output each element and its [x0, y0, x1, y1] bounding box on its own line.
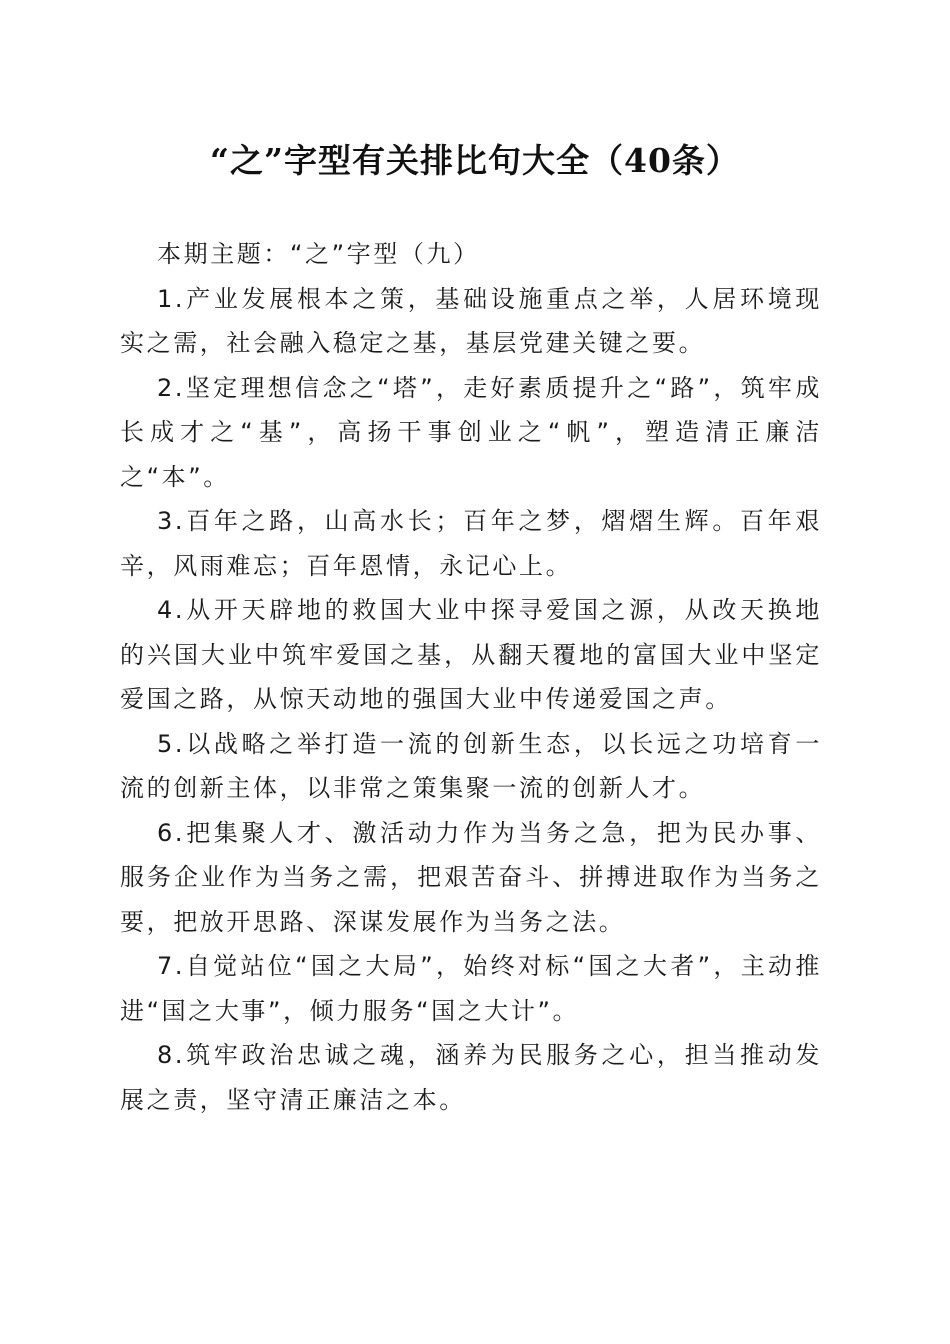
paragraph-3: 3.百年之路，山高水长；百年之梦，熠熠生辉。百年艰辛，风雨难忘；百年恩情，永记心上。: [120, 507, 822, 580]
document-title: “之”字型有关排比句大全（40条）: [210, 141, 740, 180]
paragraph-6: 6.把集聚人才、激活动力作为当务之急，把为民办事、服务企业作为当务之需，把艰苦奋斗、拼搏进取作为当务之要，把放开思路、深谋发展作为当务之法。: [120, 818, 822, 936]
paragraph-1: 1.产业发展根本之策，基础设施重点之举，人居环境现实之需，社会融入稳定之基，基层党建关键之要。: [120, 284, 822, 357]
paragraph-7: 7.自觉站位“国之大局”，始终对标“国之大者”，主动推进“国之大事”，倾力服务“国之大计”。: [120, 952, 822, 1025]
paragraph-8: 8.筑牢政治忠诚之魂，涵养为民服务之心，担当推动发展之责，坚守清正廉洁之本。: [120, 1041, 822, 1114]
paragraph-2: 2.坚定理想信念之“塔”，走好素质提升之“路”，筑牢成长成才之“基”，高扬干事创业之“帆”，塑造清正廉洁之“本”。: [120, 373, 822, 491]
document-body: [120, 232, 822, 1122]
paragraph-4: 4.从开天辟地的救国大业中探寻爱国之源，从改天换地的兴国大业中筑牢爱国之基，从翻天覆地的富国大业中坚定爱国之路，从惊天动地的强国大业中传递爱国之声。: [120, 596, 822, 713]
topic-line: 本期主题：“之”字型（九）: [157, 240, 480, 268]
paragraph-5: 5.以战略之举打造一流的创新生态，以长远之功培育一流的创新主体，以非常之策集聚一流的创新人才。: [120, 729, 822, 802]
